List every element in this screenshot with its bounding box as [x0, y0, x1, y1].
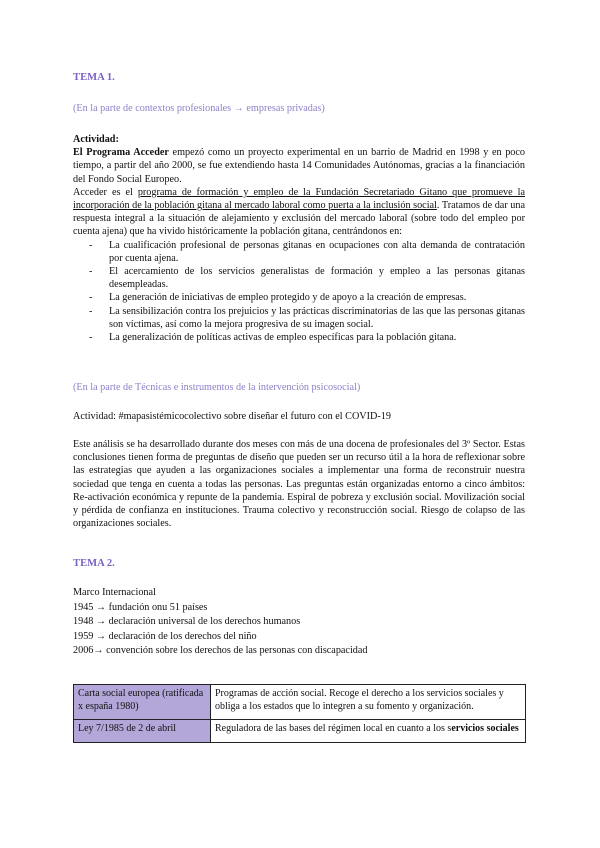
acceder-bullet-list — [73, 239, 525, 345]
context-note-2: (En la parte de Técnicas e instrumentos de la intervención psicosocial) — [73, 382, 361, 393]
list-item: - El acercamiento de los servicios generalistas de formación y empleo a las personas gitanas desempleadas. — [73, 265, 525, 291]
actividad-covid: Actividad: #mapasistémicocolectivo sobre diseñar el futuro con el COVID-19 — [73, 411, 391, 422]
timeline-item: 1959 → declaración de los derechos del niño — [73, 630, 257, 642]
tema2-heading: TEMA 2. — [73, 558, 115, 569]
context-note-1: (En la parte de contextos profesionales → empresas privadas) — [73, 103, 325, 114]
legislation-table — [73, 684, 526, 743]
marco-internacional — [73, 586, 525, 659]
list-item: - La generación de iniciativas de empleo protegido y de apoyo a la creación de empresas. — [73, 291, 525, 304]
list-item: - La generalización de políticas activas de empleo específicas para la población gitana. — [73, 331, 525, 344]
tema1-heading: TEMA 1. — [73, 72, 115, 83]
timeline-item: 1948 → declaración universal de los derechos humanos — [73, 616, 301, 628]
table-cell-reguladora: Reguladora de las bases del régimen local en cuanto a los servicios sociales — [211, 720, 526, 743]
programa-title: El Programa Acceder — [73, 147, 169, 159]
list-item: - La cualificación profesional de personas gitanas en ocupaciones con alta demanda de contratación por cuenta ajena. — [73, 239, 525, 265]
programa-paragraph: El Programa Acceder empezó como un proyecto experimental en un barrio de Madrid en 1998 y en poco tiempo, a partir del año 2000, se fue extendiendo hasta 14 Comunidades Autónomas, gracias a la financiación del Fondo Social Europeo. — [73, 147, 525, 185]
list-item: - La sensibilización contra los prejuicios y las prácticas discriminatorias de las que las personas gitanas son víctimas, así como la mejora progresiva de su imagen social. — [73, 305, 525, 331]
actividad-label: Actividad: — [73, 134, 119, 145]
marco-title: Marco Internacional — [73, 587, 156, 598]
table-cell-ley: Ley 7/1985 de 2 de abril — [74, 720, 211, 743]
acceder-paragraph: Acceder es el programa de formación y empleo de la Fundación Secretariado Gitano que promueve la incorporación de la población gitana al mercado laboral como puerta a la inclusión social. Tratamos de dar una respuesta integral a la situación de alejamiento y exclusión del mercado laboral (sobre todo del empleo por cuenta ajena) que ha vivido históricamente la población gitana, centrándonos en: — [73, 186, 526, 238]
analisis-paragraph: Este análisis se ha desarrollado durante dos meses con más de una docena de profesionales del 3º Sector. Estas conclusiones tienen forma de preguntas de diseño que pueden ser un recurso útil a la hora de reflexionar sobre las estrategias que ayuden a las organizaciones sociales a implementar una forma de reconstruir nuestra sociedad que tenga en cuenta a todas las personas. Las preguntas están organizadas entorno a cinco ámbitos: Re-activación económica y repunte de la pandemia. Espiral de pobreza y exclusión social. Movilización social y pérdida de confianza en instituciones. Trauma colectivo y reconstrucción social. Riesgo de colapso de las organizaciones sociales. — [73, 439, 525, 530]
table-cell-programas: Programas de acción social. Recoge el derecho a los servicios sociales y obliga a los estados que lo integren a su fomento y organización. — [211, 685, 526, 720]
acceder-underlined: programa de formación y empleo de la Fundación Secretariado Gitano que promueve la incorporación de la población gitana al mercado laboral como puerta a la inclusión social — [73, 186, 525, 212]
tema1-body — [73, 133, 525, 344]
table-cell-carta: Carta social europea (ratificada x españa 1980) — [74, 685, 211, 720]
table-row — [74, 720, 526, 743]
table-row — [74, 685, 526, 720]
timeline-item: 2006→ convención sobre los derechos de las personas con discapacidad — [73, 645, 368, 657]
timeline-item: 1945 → fundación onu 51 países — [73, 601, 208, 613]
